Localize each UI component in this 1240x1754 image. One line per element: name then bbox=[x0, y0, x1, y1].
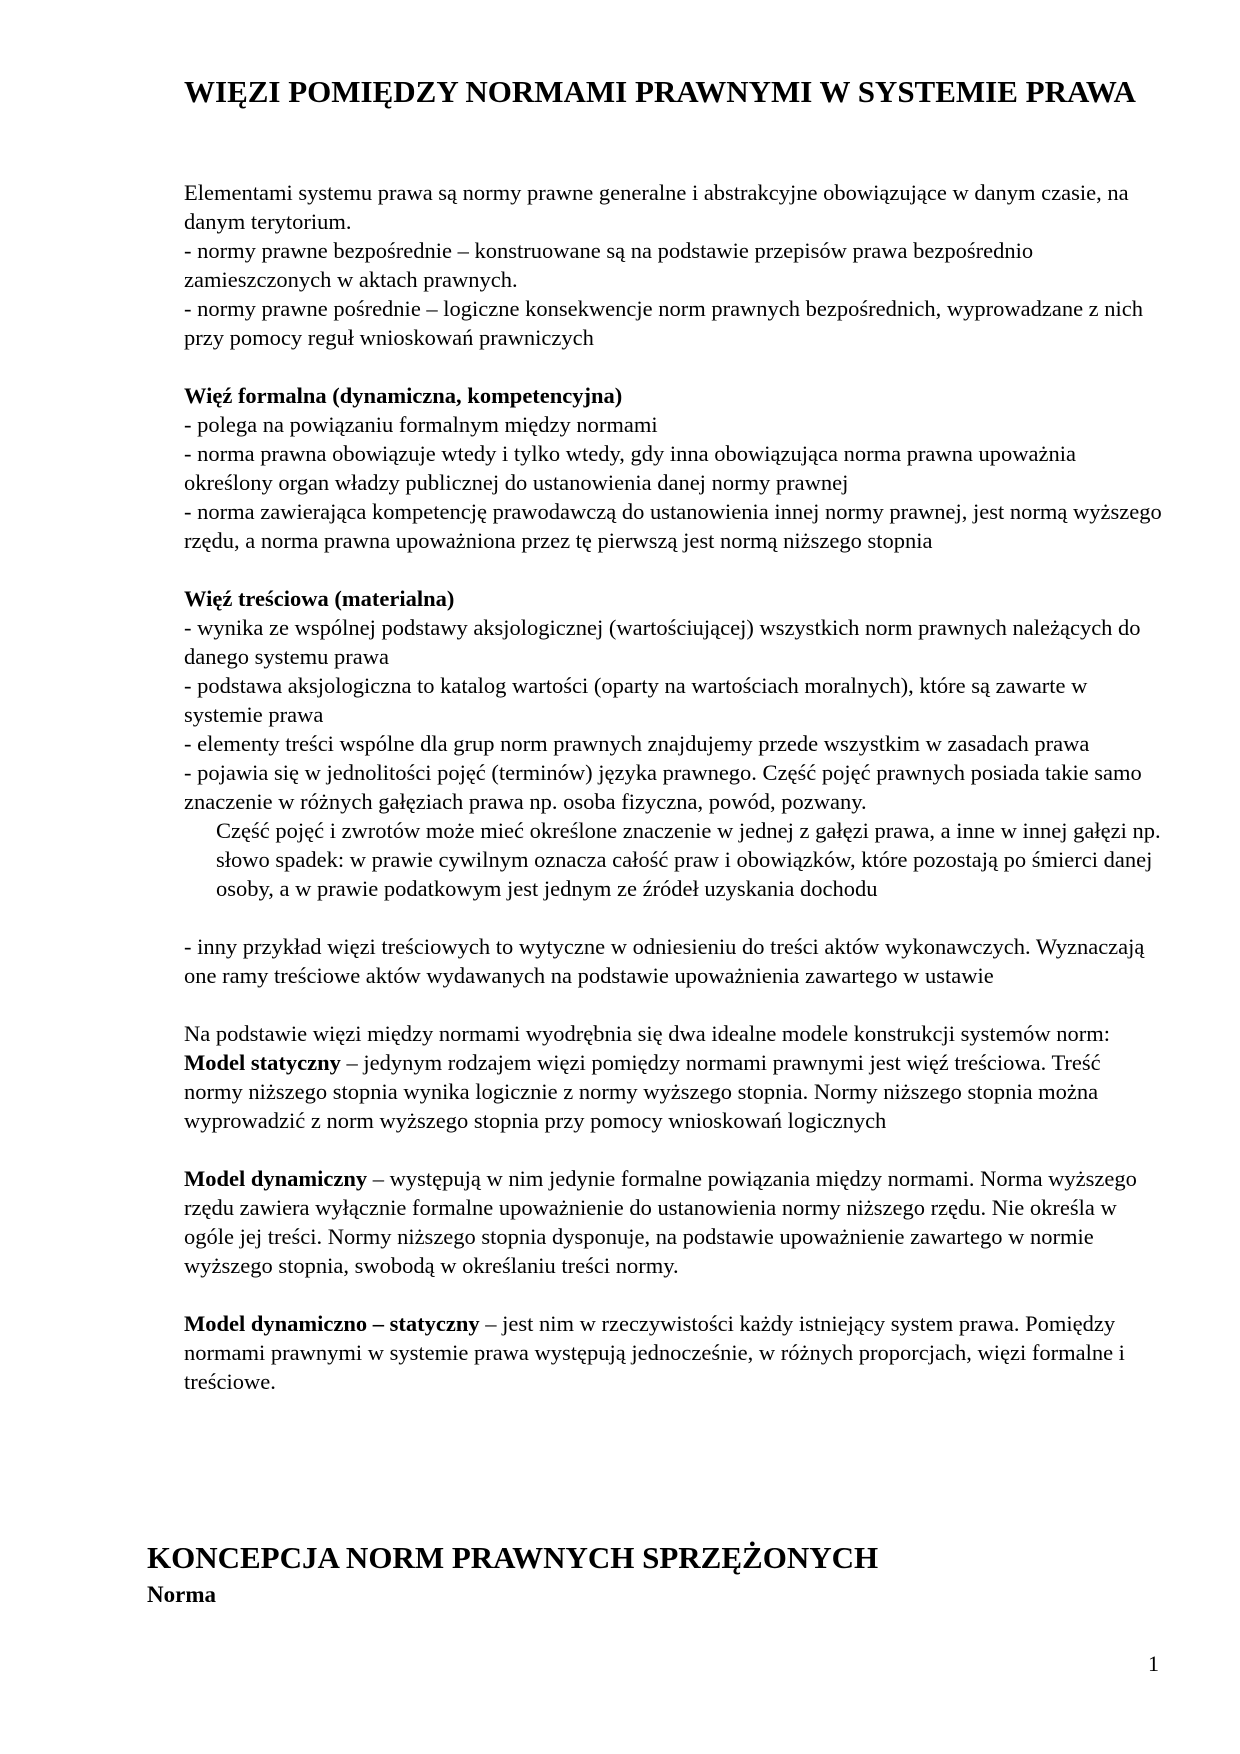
model-mixed bbox=[184, 1309, 1164, 1396]
page-number: 1 bbox=[1148, 1651, 1159, 1676]
section-subtitle: Norma bbox=[147, 1582, 216, 1607]
page-title: WIĘZI POMIĘDZY NORMAMI PRAWNYMI W SYSTEMIE PRAWA bbox=[184, 74, 1136, 109]
model-static bbox=[184, 1048, 1164, 1135]
model-dynamic bbox=[184, 1164, 1164, 1280]
model-dynamic-label: Model dynamiczny bbox=[184, 1166, 368, 1191]
section-title: KONCEPCJA NORM PRAWNYCH SPRZĘŻONYCH bbox=[147, 1540, 879, 1575]
material-bond-heading: Więź treściowa (materialna) bbox=[184, 586, 455, 611]
model-dynamic-text: – występują w nim jedynie formalne powiązania między normami. Norma wyższego rzędu zawiera wyłącznie formalne upoważnienie do ustanowienia normy niższego rzędu. Nie określa w ogóle jej treści. Normy niższego stopnia dysponuje, na podstawie upoważnienie zawartego w normie wyższego stopnia, swobodą w określaniu treści normy. bbox=[184, 1166, 1137, 1278]
formal-bond-item: - polega na powiązaniu formalnym między normami bbox=[184, 412, 658, 437]
model-mixed-label: Model dynamiczno – statyczny bbox=[184, 1311, 480, 1336]
model-mixed-text: – jest nim w rzeczywistości każdy istniejący system prawa. Pomiędzy normami prawnymi w systemie prawa występują jednocześnie, w różnych proporcjach, więzi formalne i treściowe. bbox=[184, 1311, 1125, 1394]
formal-bond-item: - norma zawierająca kompetencję prawodawczą do ustanowienia innej normy prawnej, jest normą wyższego rzędu, a norma prawna upoważniona przez tę pierwszą jest normą niższego stopnia bbox=[184, 499, 1162, 553]
model-static-text: – jedynym rodzajem więzi pomiędzy normami prawnymi jest więź treściowa. Treść normy niższego stopnia wynika logicznie z normy wyższego stopnia. Normy niższego stopnia można wyprowadzić z norm wyższego stopnia przy pomocy wnioskowań logicznych bbox=[184, 1050, 1101, 1133]
intro-indirect-norms: - normy prawne pośrednie – logiczne konsekwencje norm prawnych bezpośrednich, wyprowadzane z nich przy pomocy reguł wnioskowań prawniczych bbox=[184, 296, 1144, 350]
model-static-label: Model statyczny bbox=[184, 1050, 341, 1075]
intro-paragraph: Elementami systemu prawa są normy prawne generalne i abstrakcyjne obowiązujące w danym czasie, na danym terytorium. bbox=[184, 180, 1129, 234]
material-bond-item: - elementy treści wspólne dla grup norm prawnych znajdujemy przede wszystkim w zasadach prawa bbox=[184, 731, 1090, 756]
material-bond-item: - inny przykład więzi treściowych to wytyczne w odniesieniu do treści aktów wykonawczych. Wyznaczają one ramy treściowe aktów wydawanych na podstawie upoważnienia zawartego w ustawie bbox=[184, 934, 1145, 988]
material-bond-item: - podstawa aksjologiczna to katalog wartości (oparty na wartościach moralnych), które są zawarte w systemie prawa bbox=[184, 673, 1088, 727]
document-body bbox=[184, 178, 1164, 1396]
formal-bond-heading: Więź formalna (dynamiczna, kompetencyjna) bbox=[184, 383, 623, 408]
material-bond-item: - wynika ze wspólnej podstawy aksjologicznej (wartościującej) wszystkich norm prawnych należących do danego systemu prawa bbox=[184, 615, 1141, 669]
intro-direct-norms: - normy prawne bezpośrednie – konstruowane są na podstawie przepisów prawa bezpośrednio zamieszczonych w aktach prawnych. bbox=[184, 238, 1034, 292]
material-bond-item: - pojawia się w jednolitości pojęć (terminów) języka prawnego. Część pojęć prawnych posiada takie samo znaczenie w różnych gałęziach prawa np. osoba fizyczna, powód, pozwany. bbox=[184, 760, 1142, 814]
material-bond-example: Część pojęć i zwrotów może mieć określone znaczenie w jednej z gałęzi prawa, a inne w innej gałęzi np. słowo spadek: w prawie cywilnym oznacza całość praw i obowiązków, które pozostają po śmierci danej osoby, a w prawie podatkowym jest jednym ze źródeł uzyskania dochodu bbox=[216, 818, 1161, 901]
models-intro: Na podstawie więzi między normami wyodrębnia się dwa idealne modele konstrukcji systemów norm: bbox=[184, 1021, 1111, 1046]
formal-bond-item: - norma prawna obowiązuje wtedy i tylko wtedy, gdy inna obowiązująca norma prawna upoważnia określony organ władzy publicznej do ustanowienia danej normy prawnej bbox=[184, 441, 1076, 495]
